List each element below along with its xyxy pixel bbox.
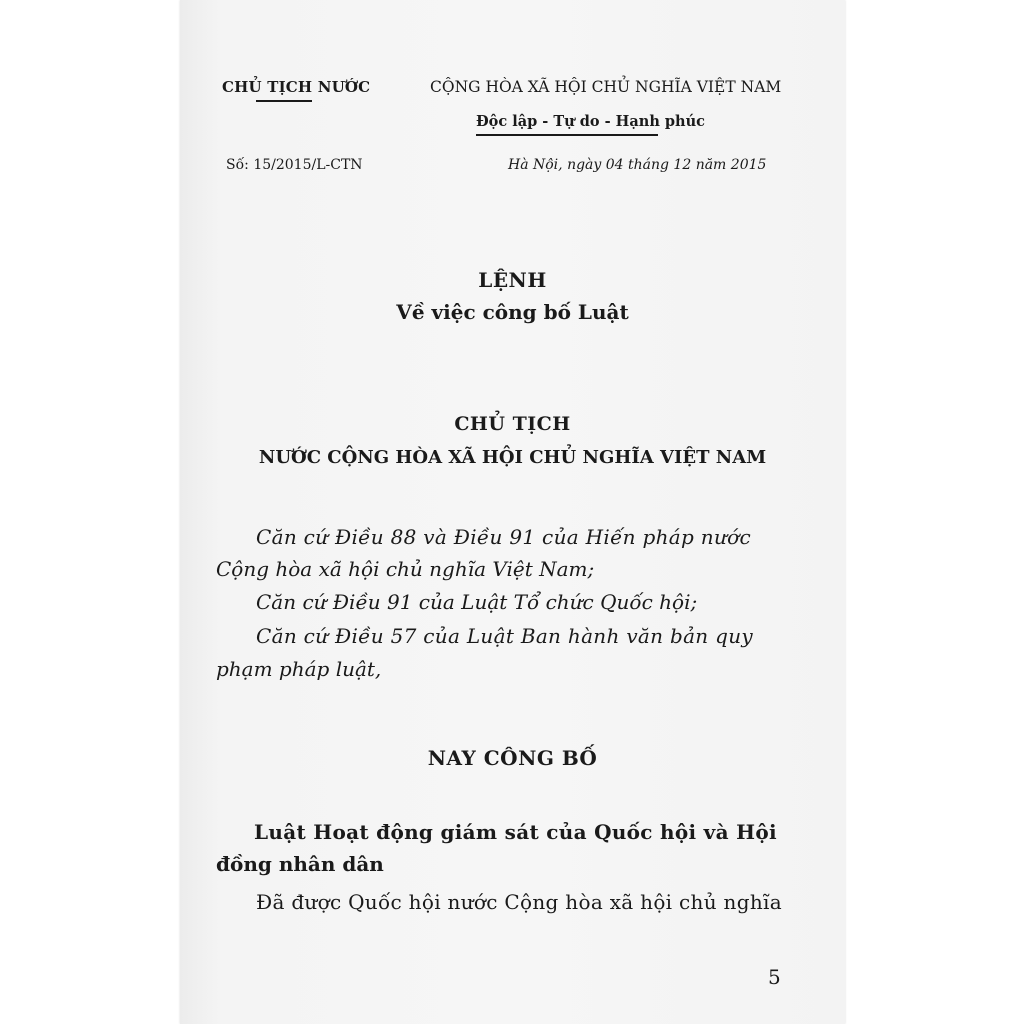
- authority-line-2: NƯỚC CỘNG HÒA XÃ HỘI CHỦ NGHĨA VIỆT NAM: [258, 447, 767, 468]
- passed-statement: Đã được Quốc hội nước Cộng hòa xã hội chủ nghĩa: [256, 890, 782, 914]
- document-title: LỆNH: [478, 268, 547, 292]
- country-name: CỘNG HÒA XÃ HỘI CHỦ NGHĨA VIỆT NAM: [430, 78, 782, 96]
- basis-line-5: phạm pháp luật,: [216, 657, 382, 681]
- document-date: Hà Nội, ngày 04 tháng 12 năm 2015: [508, 157, 767, 173]
- announce-heading: NAY CÔNG BỐ: [427, 746, 598, 770]
- document-subtitle: Về việc công bố Luật: [396, 300, 629, 324]
- motto-underline: [476, 134, 658, 136]
- document-page: [180, 0, 845, 1024]
- law-title-line-2: đồng nhân dân: [216, 852, 384, 876]
- basis-line-4: Căn cứ Điều 57 của Luật Ban hành văn bản quy: [256, 624, 754, 648]
- basis-line-1: Căn cứ Điều 88 và Điều 91 của Hiến pháp nước: [256, 525, 751, 549]
- issuer-label: CHỦ TỊCH NƯỚC: [222, 78, 371, 96]
- page-number: 5: [768, 965, 781, 989]
- document-number: Số: 15/2015/L-CTN: [226, 157, 363, 173]
- basis-line-2: Cộng hòa xã hội chủ nghĩa Việt Nam;: [216, 557, 595, 581]
- issuer-underline: [256, 100, 312, 102]
- national-motto: Độc lập - Tự do - Hạnh phúc: [476, 113, 705, 130]
- basis-line-3: Căn cứ Điều 91 của Luật Tổ chức Quốc hội;: [256, 590, 698, 614]
- law-title-line-1: Luật Hoạt động giám sát của Quốc hội và Hội: [254, 820, 777, 844]
- authority-line-1: CHỦ TỊCH: [454, 413, 571, 435]
